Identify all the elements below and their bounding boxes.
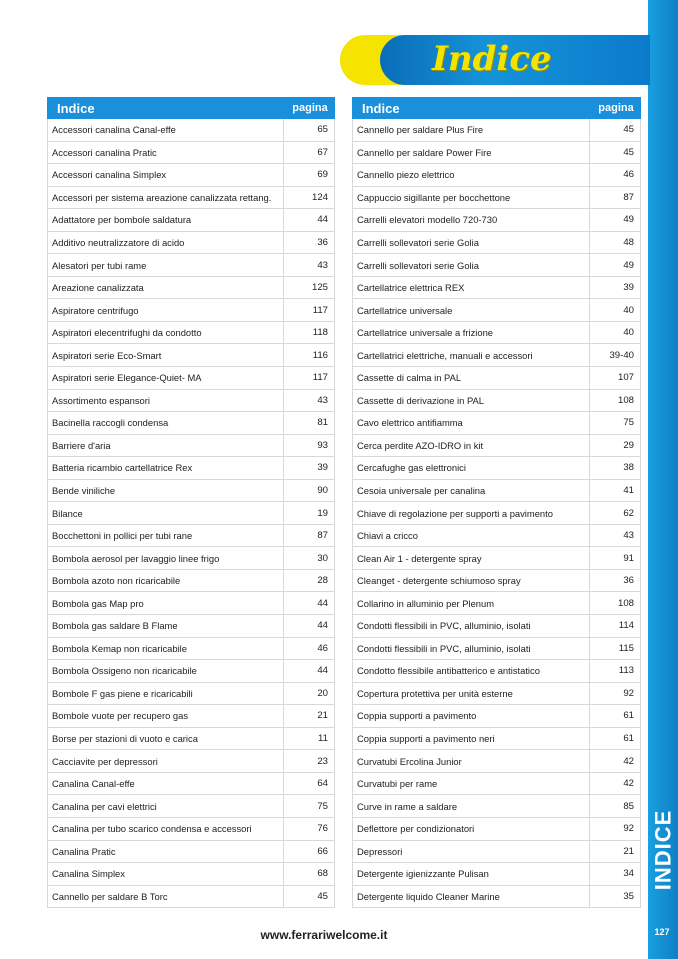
row-page-number: 118 bbox=[312, 327, 328, 339]
table-row bbox=[352, 615, 641, 638]
table-row bbox=[352, 142, 641, 165]
row-page-number: 20 bbox=[317, 687, 328, 699]
row-page-number: 42 bbox=[623, 778, 634, 790]
row-page-number: 113 bbox=[618, 665, 634, 677]
row-page-number: 34 bbox=[623, 868, 634, 880]
row-entry-name: Deflettore per condizionatori bbox=[353, 818, 590, 840]
table-row bbox=[352, 547, 641, 570]
row-page-number: 87 bbox=[317, 530, 328, 542]
table-row bbox=[47, 570, 335, 593]
row-entry-name: Borse per stazioni di vuoto e carica bbox=[48, 728, 284, 750]
table-row bbox=[352, 728, 641, 751]
row-page-number: 68 bbox=[317, 868, 328, 880]
table-row bbox=[352, 592, 641, 615]
row-page-number: 28 bbox=[317, 575, 328, 587]
table-row bbox=[352, 277, 641, 300]
table-row bbox=[47, 299, 335, 322]
row-entry-name: Barriere d'aria bbox=[48, 435, 284, 457]
table-row bbox=[47, 142, 335, 165]
column-header-page: pagina bbox=[292, 102, 328, 114]
row-entry-name: Canalina Canal-effe bbox=[48, 773, 284, 795]
row-page-number: 124 bbox=[311, 191, 328, 203]
row-entry-name: Depressori bbox=[353, 841, 590, 863]
row-entry-name: Bombola Ossigeno non ricaricabile bbox=[48, 660, 284, 682]
row-page-number: 61 bbox=[623, 733, 634, 745]
row-entry-name: Curve in rame a saldare bbox=[353, 795, 590, 817]
row-page-number: 39 bbox=[623, 282, 634, 294]
row-page-number: 19 bbox=[317, 507, 328, 519]
row-page-number: 61 bbox=[623, 710, 634, 722]
page-number: 127 bbox=[654, 927, 670, 937]
row-entry-name: Accessori canalina Canal-effe bbox=[48, 119, 284, 141]
row-page-number: 43 bbox=[317, 259, 328, 271]
table-body bbox=[352, 119, 641, 908]
row-entry-name: Canalina per tubo scarico condensa e accessori bbox=[48, 818, 284, 840]
row-page-number: 117 bbox=[312, 304, 328, 316]
row-entry-name: Assortimento espansori bbox=[48, 390, 284, 412]
row-page-number: 44 bbox=[317, 214, 328, 226]
column-header-name: Indice bbox=[57, 100, 95, 116]
row-entry-name: Detergente igienizzante Pulisan bbox=[353, 863, 590, 885]
row-entry-name: Cartellatrice universale a frizione bbox=[353, 322, 590, 344]
table-row bbox=[47, 886, 335, 909]
table-row bbox=[47, 863, 335, 886]
table-row bbox=[352, 187, 641, 210]
row-page-number: 93 bbox=[317, 439, 328, 451]
row-page-number: 64 bbox=[317, 778, 328, 790]
row-page-number: 49 bbox=[623, 214, 634, 226]
table-row bbox=[47, 795, 335, 818]
row-entry-name: Coppia supporti a pavimento bbox=[353, 705, 590, 727]
row-page-number: 44 bbox=[317, 597, 328, 609]
row-entry-name: Alesatori per tubi rame bbox=[48, 254, 284, 276]
table-row bbox=[47, 773, 335, 796]
table-row bbox=[47, 705, 335, 728]
table-row bbox=[47, 187, 335, 210]
table-row bbox=[47, 660, 335, 683]
table-row bbox=[47, 344, 335, 367]
row-entry-name: Aspiratori elecentrifughi da condotto bbox=[48, 322, 284, 344]
table-row bbox=[352, 683, 641, 706]
row-entry-name: Bombole vuote per recupero gas bbox=[48, 705, 284, 727]
table-row bbox=[47, 683, 335, 706]
table-body bbox=[47, 119, 335, 908]
row-entry-name: Chiavi a cricco bbox=[353, 525, 590, 547]
row-page-number: 92 bbox=[623, 823, 634, 835]
row-page-number: 30 bbox=[317, 552, 328, 564]
side-section-label: INDICE bbox=[650, 809, 675, 891]
table-row bbox=[47, 818, 335, 841]
row-entry-name: Cavo elettrico antifiamma bbox=[353, 412, 590, 434]
index-table-right bbox=[352, 97, 641, 908]
table-row bbox=[47, 841, 335, 864]
row-page-number: 44 bbox=[317, 665, 328, 677]
row-page-number: 35 bbox=[623, 890, 634, 902]
row-page-number: 76 bbox=[317, 823, 328, 835]
table-row bbox=[352, 412, 641, 435]
row-entry-name: Coppia supporti a pavimento neri bbox=[353, 728, 590, 750]
row-entry-name: Cappuccio sigillante per bocchettone bbox=[353, 187, 590, 209]
table-row bbox=[352, 841, 641, 864]
row-entry-name: Curvatubi Ercolina Junior bbox=[353, 750, 590, 772]
row-page-number: 39-40 bbox=[609, 349, 634, 361]
table-row bbox=[47, 209, 335, 232]
table-row bbox=[47, 119, 335, 142]
row-entry-name: Canalina Pratic bbox=[48, 841, 284, 863]
row-page-number: 21 bbox=[623, 845, 634, 857]
table-row bbox=[352, 322, 641, 345]
footer-website-link[interactable]: www.ferrariwelcome.it bbox=[260, 928, 388, 942]
row-page-number: 114 bbox=[618, 620, 634, 632]
row-entry-name: Condotti flessibili in PVC, alluminio, isolati bbox=[353, 638, 590, 660]
row-page-number: 62 bbox=[623, 507, 634, 519]
row-page-number: 42 bbox=[623, 755, 634, 767]
table-row bbox=[352, 367, 641, 390]
row-page-number: 40 bbox=[623, 327, 634, 339]
table-row bbox=[352, 457, 641, 480]
table-header bbox=[47, 97, 335, 119]
row-page-number: 36 bbox=[317, 237, 328, 248]
row-entry-name: Bende viniliche bbox=[48, 480, 284, 502]
row-page-number: 29 bbox=[623, 439, 634, 451]
row-page-number: 90 bbox=[317, 485, 328, 497]
table-row bbox=[352, 299, 641, 322]
table-row bbox=[352, 254, 641, 277]
row-page-number: 66 bbox=[317, 845, 328, 857]
row-page-number: 107 bbox=[617, 372, 634, 384]
row-page-number: 85 bbox=[623, 800, 634, 812]
table-row bbox=[47, 592, 335, 615]
row-page-number: 81 bbox=[317, 417, 328, 429]
table-row bbox=[352, 232, 641, 255]
table-row bbox=[352, 886, 641, 909]
row-page-number: 38 bbox=[623, 462, 634, 474]
row-page-number: 65 bbox=[317, 124, 328, 136]
column-header-name: Indice bbox=[362, 100, 400, 116]
table-row bbox=[47, 547, 335, 570]
table-row bbox=[47, 322, 335, 345]
row-entry-name: Accessori per sistema areazione canalizzata rettang. bbox=[48, 187, 284, 209]
table-row bbox=[352, 525, 641, 548]
row-entry-name: Cacciavite per depressori bbox=[48, 750, 284, 772]
row-entry-name: Bombola azoto non ricaricabile bbox=[48, 570, 284, 592]
table-row bbox=[352, 638, 641, 661]
row-entry-name: Additivo neutralizzatore di acido bbox=[48, 232, 284, 254]
table-row bbox=[47, 232, 335, 255]
row-page-number: 92 bbox=[623, 687, 634, 699]
table-row bbox=[352, 863, 641, 886]
row-page-number: 75 bbox=[317, 800, 328, 812]
table-row bbox=[352, 119, 641, 142]
row-entry-name: Bombola aerosol per lavaggio linee frigo bbox=[48, 547, 284, 569]
row-page-number: 108 bbox=[617, 597, 634, 609]
row-entry-name: Bombola gas Map pro bbox=[48, 592, 284, 614]
row-entry-name: Carrelli sollevatori serie Golia bbox=[353, 254, 590, 276]
row-page-number: 39 bbox=[317, 462, 328, 474]
row-page-number: 116 bbox=[312, 349, 328, 361]
row-entry-name: Bilance bbox=[48, 502, 284, 524]
row-page-number: 11 bbox=[318, 733, 328, 745]
row-entry-name: Canalina Simplex bbox=[48, 863, 284, 885]
row-entry-name: Detergente liquido Cleaner Marine bbox=[353, 886, 590, 908]
row-entry-name: Carrelli sollevatori serie Golia bbox=[353, 232, 590, 254]
table-row bbox=[47, 750, 335, 773]
table-row bbox=[47, 277, 335, 300]
row-page-number: 41 bbox=[623, 485, 634, 497]
row-page-number: 43 bbox=[623, 530, 634, 542]
table-row bbox=[352, 480, 641, 503]
row-entry-name: Chiave di regolazione per supporti a pavimento bbox=[353, 502, 590, 524]
row-entry-name: Cassette di derivazione in PAL bbox=[353, 390, 590, 412]
row-entry-name: Cercafughe gas elettronici bbox=[353, 457, 590, 479]
page-title: Indice bbox=[432, 39, 552, 79]
row-entry-name: Bombola gas saldare B Flame bbox=[48, 615, 284, 637]
row-entry-name: Aspiratore centrifugo bbox=[48, 299, 284, 321]
row-entry-name: Accessori canalina Simplex bbox=[48, 164, 284, 186]
row-page-number: 48 bbox=[623, 237, 634, 248]
column-header-page: pagina bbox=[598, 102, 634, 114]
table-row bbox=[352, 795, 641, 818]
row-entry-name: Cartellatrice elettrica REX bbox=[353, 277, 590, 299]
row-page-number: 46 bbox=[317, 642, 328, 654]
row-entry-name: Bocchettoni in pollici per tubi rane bbox=[48, 525, 284, 547]
row-page-number: 67 bbox=[317, 146, 328, 158]
row-entry-name: Adattatore per bombole saldatura bbox=[48, 209, 284, 231]
table-row bbox=[352, 390, 641, 413]
row-page-number: 125 bbox=[311, 282, 328, 294]
row-entry-name: Aspiratori serie Eco-Smart bbox=[48, 344, 284, 366]
table-row bbox=[352, 773, 641, 796]
table-row bbox=[47, 164, 335, 187]
row-page-number: 21 bbox=[317, 710, 328, 722]
table-row bbox=[352, 570, 641, 593]
row-page-number: 69 bbox=[317, 169, 328, 181]
row-entry-name: Cleanget - detergente schiumoso spray bbox=[353, 570, 590, 592]
table-row bbox=[47, 615, 335, 638]
row-entry-name: Bacinella raccogli condensa bbox=[48, 412, 284, 434]
index-table-left bbox=[47, 97, 335, 908]
row-entry-name: Carrelli elevatori modello 720-730 bbox=[353, 209, 590, 231]
row-page-number: 108 bbox=[617, 394, 634, 406]
table-row bbox=[47, 525, 335, 548]
row-entry-name: Condotto flessibile antibatterico e antistatico bbox=[353, 660, 590, 682]
table-row bbox=[47, 390, 335, 413]
header-banner bbox=[340, 35, 650, 85]
table-row bbox=[47, 254, 335, 277]
row-entry-name: Cartellatrice universale bbox=[353, 299, 590, 321]
row-page-number: 91 bbox=[623, 552, 634, 564]
table-header bbox=[352, 97, 641, 119]
row-entry-name: Cannello per saldare B Torc bbox=[48, 886, 284, 908]
table-row bbox=[47, 367, 335, 390]
table-row bbox=[47, 412, 335, 435]
row-page-number: 87 bbox=[623, 191, 634, 203]
table-row bbox=[352, 164, 641, 187]
table-row bbox=[352, 660, 641, 683]
table-row bbox=[47, 435, 335, 458]
row-page-number: 117 bbox=[312, 372, 328, 384]
table-row bbox=[47, 638, 335, 661]
row-page-number: 46 bbox=[623, 169, 634, 181]
table-row bbox=[352, 818, 641, 841]
row-entry-name: Curvatubi per rame bbox=[353, 773, 590, 795]
row-entry-name: Cassette di calma in PAL bbox=[353, 367, 590, 389]
table-row bbox=[47, 480, 335, 503]
row-page-number: 45 bbox=[623, 124, 634, 136]
row-entry-name: Copertura protettiva per unità esterne bbox=[353, 683, 590, 705]
row-entry-name: Aspiratori serie Elegance-Quiet- MA bbox=[48, 367, 284, 389]
row-page-number: 40 bbox=[623, 304, 634, 316]
row-entry-name: Cannello piezo elettrico bbox=[353, 164, 590, 186]
row-entry-name: Bombola Kemap non ricaricabile bbox=[48, 638, 284, 660]
row-entry-name: Bombole F gas piene e ricaricabili bbox=[48, 683, 284, 705]
row-entry-name: Canalina per cavi elettrici bbox=[48, 795, 284, 817]
table-row bbox=[352, 209, 641, 232]
table-row bbox=[352, 750, 641, 773]
row-page-number: 115 bbox=[618, 642, 634, 654]
row-page-number: 45 bbox=[317, 890, 328, 902]
row-page-number: 23 bbox=[317, 755, 328, 767]
table-row bbox=[352, 705, 641, 728]
row-page-number: 43 bbox=[317, 394, 328, 406]
row-page-number: 36 bbox=[623, 575, 634, 587]
row-page-number: 44 bbox=[317, 620, 328, 632]
row-page-number: 75 bbox=[623, 417, 634, 429]
row-entry-name: Clean Air 1 - detergente spray bbox=[353, 547, 590, 569]
table-row bbox=[47, 502, 335, 525]
row-entry-name: Batteria ricambio cartellatrice Rex bbox=[48, 457, 284, 479]
row-entry-name: Cesoia universale per canalina bbox=[353, 480, 590, 502]
row-entry-name: Cartellatrici elettriche, manuali e accessori bbox=[353, 344, 590, 366]
table-row bbox=[352, 344, 641, 367]
row-entry-name: Cannello per saldare Plus Fire bbox=[353, 119, 590, 141]
table-row bbox=[352, 502, 641, 525]
row-entry-name: Collarino in alluminio per Plenum bbox=[353, 592, 590, 614]
row-entry-name: Accessori canalina Pratic bbox=[48, 142, 284, 164]
table-row bbox=[47, 728, 335, 751]
row-entry-name: Areazione canalizzata bbox=[48, 277, 284, 299]
row-page-number: 45 bbox=[623, 146, 634, 158]
row-entry-name: Cerca perdite AZO-IDRO in kit bbox=[353, 435, 590, 457]
row-page-number: 49 bbox=[623, 259, 634, 271]
table-row bbox=[47, 457, 335, 480]
row-entry-name: Cannello per saldare Power Fire bbox=[353, 142, 590, 164]
row-entry-name: Condotti flessibili in PVC, alluminio, isolati bbox=[353, 615, 590, 637]
table-row bbox=[352, 435, 641, 458]
